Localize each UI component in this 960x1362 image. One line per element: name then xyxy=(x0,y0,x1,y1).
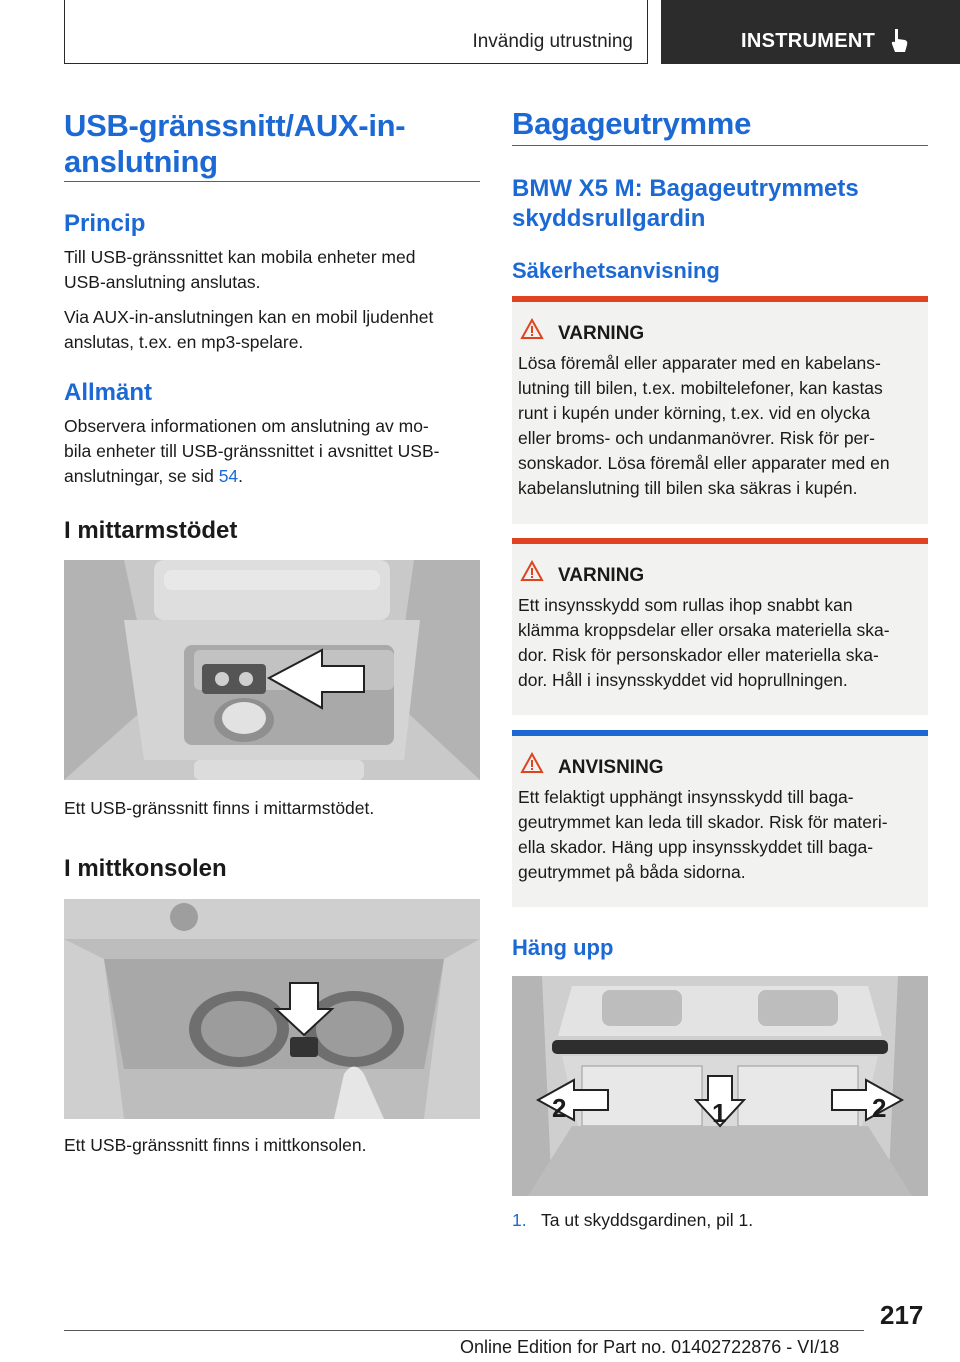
header-chapter-tab[interactable] xyxy=(661,0,960,64)
header-section-title: Invändig utrustning xyxy=(472,31,633,52)
safety-heading: Säkerhetsanvisning xyxy=(512,258,720,283)
page-number: 217 xyxy=(880,1300,924,1330)
princip-paragraph-2: Via AUX-in-anslutningen kan en mobil ljudenhet anslutas, t.ex. en mp3-spelare. xyxy=(64,307,434,352)
pointing-hand-icon xyxy=(889,27,909,53)
arrow-label: 2 xyxy=(872,1093,887,1123)
warning-text: Lösa föremål eller apparater med en kabelans- lutning till bilen, t.ex. mobiltelefoner, kan kastas runt i kupén under körning, t.ex. vid en olycka eller broms- och undanmanövrer. Risk för per- sonskador. Lösa föremål eller apparater med en kabelanslutning till bilen ska säkras i kupén. xyxy=(518,353,890,498)
usb-section-title: USB-gränssnitt/AUX-in- anslutning xyxy=(64,108,406,179)
notice-label: ANVISNING xyxy=(558,757,664,778)
warning-box-2 xyxy=(512,538,928,715)
allmant-paragraph: Observera informationen om anslutning av mo- bila enheter till USB-gränssnittet i avsnittet USB- anslutningar, se sid 54. xyxy=(64,416,440,486)
step-number: 1. xyxy=(512,1210,527,1230)
console-usb-image xyxy=(64,899,480,1119)
armrest-caption: Ett USB-gränssnitt finns i mittarmstödet. xyxy=(64,798,375,818)
notice-box xyxy=(512,730,928,907)
console-caption: Ett USB-gränssnitt finns i mittkonsolen. xyxy=(64,1135,367,1155)
warning-label: VARNING xyxy=(558,565,645,586)
notice-text: Ett felaktigt upphängt insynsskydd till baga- geutrymmet kan leda till skador. Risk för materi- ella skador. Häng upp insynsskyddet till baga- geutrymmet på båda sidorna. xyxy=(518,787,888,882)
warning-text: Ett insynsskydd som rullas ihop snabbt kan klämma kroppsdelar eller orsaka materiella ska- dor. Risk för personskador eller materiella ska- dor. Håll i insynsskyddet vid hoprullningen. xyxy=(518,595,890,690)
header-chapter-title: INSTRUMENT xyxy=(741,30,876,52)
warning-bar xyxy=(512,296,928,302)
warning-label: VARNING xyxy=(558,323,645,344)
warning-triangle-icon xyxy=(520,318,544,340)
warning-bar xyxy=(512,538,928,544)
trunk-cover-image xyxy=(512,976,928,1196)
bmw-x5m-subheading: BMW X5 M: Bagageutrymmets skyddsrullgardin xyxy=(512,175,859,232)
notice-bar xyxy=(512,730,928,736)
footer-rule xyxy=(64,1330,864,1331)
console-heading: I mittkonsolen xyxy=(64,855,227,882)
arrow-label: 2 xyxy=(552,1093,567,1123)
header-section-box xyxy=(64,0,648,64)
bagage-title: Bagageutrymme xyxy=(512,106,752,141)
allmant-heading: Allmänt xyxy=(64,379,153,406)
page-link-54[interactable]: 54 xyxy=(218,466,239,486)
armrest-usb-image xyxy=(64,560,480,780)
arrow-label: 1 xyxy=(712,1098,727,1128)
title-rule xyxy=(64,181,480,182)
footer-edition: Online Edition for Part no. 01402722876 - VI/18 xyxy=(460,1337,840,1357)
hang-up-heading: Häng upp xyxy=(512,935,614,960)
bagage-rule xyxy=(512,145,928,146)
warning-triangle-icon xyxy=(520,560,544,582)
princip-paragraph-1: Till USB-gränssnittet kan mobila enheter med USB-anslutning anslutas. xyxy=(64,247,416,292)
armrest-heading: I mittarmstödet xyxy=(64,517,238,544)
princip-heading: Princip xyxy=(64,210,146,237)
step-text: Ta ut skyddsgardinen, pil 1. xyxy=(541,1210,754,1230)
warning-triangle-icon xyxy=(520,752,544,774)
warning-box-1 xyxy=(512,296,928,524)
